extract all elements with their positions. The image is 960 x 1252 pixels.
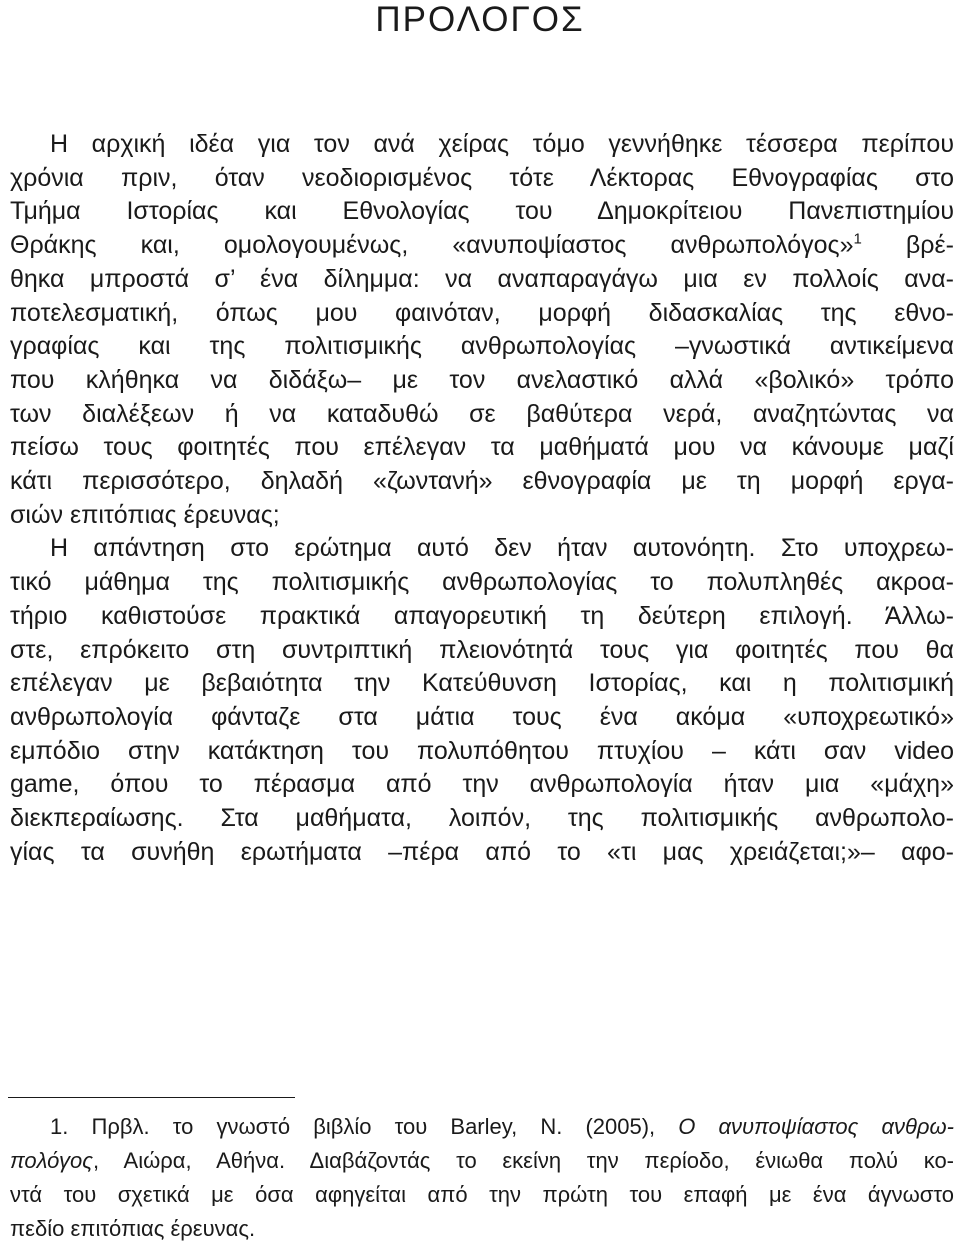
text-line: πείσω τους φοιτητές που επέλεγαν τα μαθήματά μου να κάνουμε μαζί (10, 433, 954, 462)
text-line: που κλήθηκα να διδάξω– με τον ανελαστικό αλλά «βολικό» τρόπο (10, 365, 954, 394)
text-line (10, 229, 954, 263)
text-line: στε, επρόκειτο στη συντριπτική πλειονότητά τους για φοιτητές που θα (10, 635, 954, 664)
text-line: γραφίας και της πολιτισμικής ανθρωπολογίας –γνωστικά αντικείμενα (10, 332, 954, 361)
text-line: σιών επιτόπιας έρευνας; (10, 500, 280, 529)
footnote-marker: 1 (853, 230, 862, 248)
footnote-line (10, 1144, 954, 1178)
text-line: τήριο καθιστούσε πρακτικά απαγορευτική τη δεύτερη επιλογή. Άλλω- (10, 601, 954, 630)
page-title: ΠΡΟΛΟΓΟΣ (375, 0, 585, 39)
book-title: Ο ανυποψίαστος ανθρω- (678, 1114, 954, 1139)
footnote-line: πεδίο επιτόπιας έρευνας. (10, 1216, 256, 1241)
book-title: πολόγος (10, 1148, 93, 1173)
text-fragment: βρέ- (905, 231, 954, 260)
text-line: των διαλέξεων ή να καταδυθώ σε βαθύτερα νερά, αναζητώντας να (10, 399, 954, 428)
text-line: επέλεγαν με βεβαιότητα την Κατεύθυνση Ιστορίας, και η πολιτισμική (10, 669, 954, 698)
text-fragment: 1. Πρβλ. το γνωστό βιβλίο του Barley, N. (2005), (50, 1114, 656, 1139)
footnote-divider (8, 1097, 295, 1098)
text-line: χρόνια πριν, όταν νεοδιορισμένος τότε Λέκτορας Εθνογραφίας στο (10, 163, 954, 192)
text-line: γίας τα συνήθη ερωτήματα –πέρα από το «τι μας χρειάζεται;»– αφο- (10, 837, 954, 866)
text-line: τικό μάθημα της πολιτισμικής ανθρωπολογίας το πολυπληθές ακροα- (10, 568, 954, 597)
text-line: ανθρωπολογία φάνταζε στα μάτια τους ένα ακόμα «υποχρεωτικό» (10, 702, 954, 731)
text-line: εμπόδιο στην κατάκτηση του πολυπόθητου πτυχίου – κάτι σαν video (10, 736, 954, 765)
text-line: διεκπεραίωσης. Στα μαθήματα, λοιπόν, της πολιτισμικής ανθρωπολο- (10, 804, 954, 833)
footnote (10, 1110, 954, 1246)
text-line: game, όπου το πέρασμα από την ανθρωπολογία ήταν μια «μάχη» (10, 770, 954, 799)
main-text (10, 128, 954, 869)
text-line: Τμήμα Ιστορίας και Εθνολογίας του Δημοκρίτειου Πανεπιστημίου (10, 197, 954, 226)
text-line: Η απάντηση στο ερώτημα αυτό δεν ήταν αυτονόητη. Στο υποχρεω- (50, 534, 954, 563)
footnote-line (10, 1110, 954, 1144)
text-line: ποτελεσματική, όπως μου φαινόταν, μορφή διδασκαλίας της εθνο- (10, 298, 954, 327)
text-line: κάτι περισσότερο, δηλαδή «ζωντανή» εθνογραφία με τη μορφή εργα- (10, 467, 954, 496)
text-line: Η αρχική ιδέα για τον ανά χείρας τόμο γεννήθηκε τέσσερα περίπου (50, 130, 954, 158)
text-fragment: , Αιώρα, Αθήνα. Διαβάζοντάς το εκείνη την περίοδο, ένιωθα πολύ κο- (92, 1148, 954, 1173)
text-line: θηκα μπροστά σ’ ένα δίλημμα: να αναπαραγάγω μια εν πολλοίς ανα- (10, 264, 954, 293)
text-fragment: Θράκης και, ομολογουμένως, «ανυποψίαστος ανθρωπολόγος» (10, 231, 854, 260)
footnote-line: ντά του σχετικά με όσα αφηγείται από την πρώτη του επαφή με ένα άγνωστο (10, 1182, 954, 1207)
